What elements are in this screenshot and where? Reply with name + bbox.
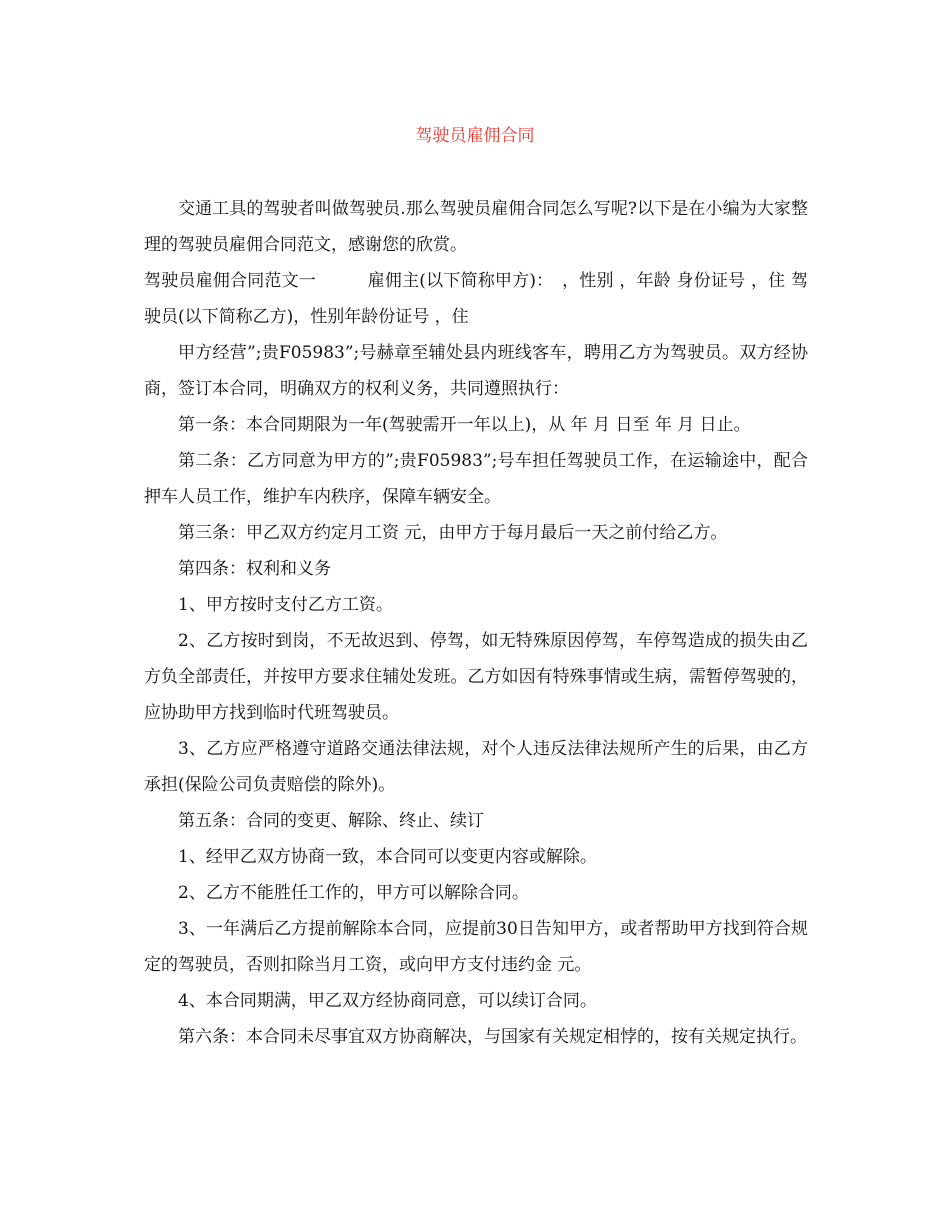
- paragraph-article-5-item-1: 1、经甲乙双方协商一致，本合同可以变更内容或解除。: [178, 847, 597, 867]
- document-body: [144, 191, 808, 1055]
- paragraph-article-4-item-2: 2、乙方按时到岗，不无故迟到、停驾，如无特殊原因停驾，车停驾造成的损失由乙方负全部责任，并按甲方要求住辅处发班。乙方如因有特殊事情或生病，需暂停驾驶的，应协助甲方找到临时代班驾驶员。: [144, 631, 808, 723]
- paragraph-article-5-item-4: 4、本合同期满，甲乙双方经协商同意，可以续订合同。: [178, 991, 597, 1011]
- paragraph-article-3: 第三条：甲乙双方约定月工资 元，由甲方于每月最后一天之前付给乙方。: [178, 523, 728, 543]
- paragraph-article-5-item-2: 2、乙方不能胜任工作的，甲方可以解除合同。: [178, 883, 529, 903]
- paragraph-parties: 驾驶员雇佣合同范文一 雇佣主(以下简称甲方)： ，性别 ，年龄 身份证号 ，住 驾驶员(以下简称乙方)，性别年龄份证号 ，住: [144, 271, 808, 327]
- paragraph-article-4-item-3: 3、乙方应严格遵守道路交通法律法规，对个人违反法律法规所产生的后果，由乙方承担(保险公司负责赔偿的除外)。: [144, 739, 808, 795]
- paragraph-intro: 交通工具的驾驶者叫做驾驶员.那么驾驶员雇佣合同怎么写呢?以下是在小编为大家整理的驾驶员雇佣合同范文，感谢您的欣赏。: [144, 199, 808, 255]
- paragraph-article-5-item-3: 3、一年满后乙方提前解除本合同，应提前30日告知甲方，或者帮助甲方找到符合规定的驾驶员，否则扣除当月工资，或向甲方支付违约金 元。: [144, 919, 808, 975]
- paragraph-article-5-heading: 第五条：合同的变更、解除、终止、续订: [178, 811, 484, 831]
- paragraph-article-4-heading: 第四条：权利和义务: [178, 559, 331, 579]
- paragraph-article-6: 第六条：本合同未尽事宜双方协商解决，与国家有关规定相悖的，按有关规定执行。: [178, 1027, 807, 1047]
- paragraph-article-2: 第二条：乙方同意为甲方的”;贵F05983”;号车担任驾驶员工作，在运输途中，配合押车人员工作，维护车内秩序，保障车辆安全。: [144, 451, 808, 507]
- paragraph-article-1: 第一条：本合同期限为一年(驾驶需开一年以上)，从 年 月 日至 年 月 日止。: [178, 415, 751, 435]
- paragraph-preamble: 甲方经营”;贵F05983”;号赫章至辅处县内班线客车，聘用乙方为驾驶员。双方经协商，签订本合同，明确双方的权利义务，共同遵照执行：: [144, 343, 808, 399]
- document-title: 驾驶员雇佣合同: [415, 126, 535, 146]
- paragraph-article-4-item-1: 1、甲方按时支付乙方工资。: [178, 595, 393, 615]
